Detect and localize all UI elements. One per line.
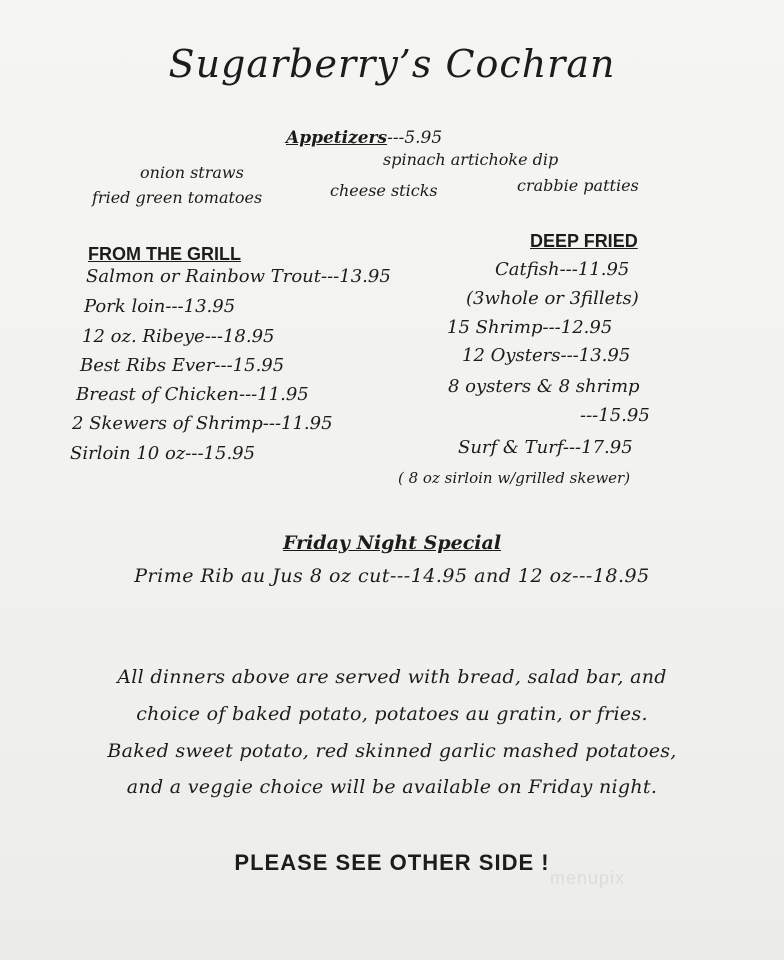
watermark: menupix — [550, 868, 626, 888]
grill-item: Sirloin 10 oz---15.95 — [70, 443, 256, 464]
restaurant-title: Sugarberry’s Cochran — [168, 42, 616, 86]
fried-item: 12 Oysters---13.95 — [462, 345, 631, 366]
appetizer-item: cheese sticks — [330, 181, 438, 200]
appetizer-item: spinach artichoke dip — [383, 150, 559, 169]
grill-item: Salmon or Rainbow Trout---13.95 — [86, 266, 391, 287]
fried-item: Surf & Turf---17.95 — [458, 437, 633, 458]
grill-item: Best Ribs Ever---15.95 — [80, 355, 285, 376]
friday-special-line: Prime Rib au Jus 8 oz cut---14.95 and 12 oz---18.95 — [134, 565, 650, 587]
fried-item: 8 oysters & 8 shrimp — [448, 376, 640, 397]
dinner-note-line: Baked sweet potato, red skinned garlic mashed potatoes, — [107, 740, 677, 762]
grill-item: 12 oz. Ribeye---18.95 — [82, 326, 275, 347]
fried-item: (3whole or 3fillets) — [466, 288, 639, 309]
appetizer-item: onion straws — [140, 163, 244, 182]
grill-item: 2 Skewers of Shrimp---11.95 — [72, 413, 333, 434]
dinner-note-line: choice of baked potato, potatoes au gratin, or fries. — [136, 703, 648, 725]
grill-item: Pork loin---13.95 — [84, 296, 236, 317]
fried-heading: DEEP FRIED — [530, 231, 638, 251]
grill-heading: FROM THE GRILL — [88, 244, 241, 264]
grill-item: Breast of Chicken---11.95 — [76, 384, 309, 405]
friday-special-heading: Friday Night Special — [282, 532, 502, 554]
appetizers-price: ---5.95 — [387, 128, 443, 148]
appetizers-heading — [286, 128, 442, 148]
fried-item: ---15.95 — [580, 405, 650, 426]
appetizer-item: crabbie patties — [517, 176, 639, 195]
dinner-note-line: and a veggie choice will be available on Friday night. — [126, 776, 658, 798]
appetizer-item: fried green tomatoes — [92, 188, 263, 207]
see-other-side: PLEASE SEE OTHER SIDE ! — [234, 850, 550, 875]
appetizers-label: Appetizers — [286, 128, 388, 148]
fried-item: 15 Shrimp---12.95 — [447, 317, 613, 338]
dinner-note-line: All dinners above are served with bread, salad bar, and — [117, 666, 667, 688]
fried-item-note: ( 8 oz sirloin w/grilled skewer) — [398, 469, 631, 487]
fried-item: Catfish---11.95 — [495, 259, 630, 280]
